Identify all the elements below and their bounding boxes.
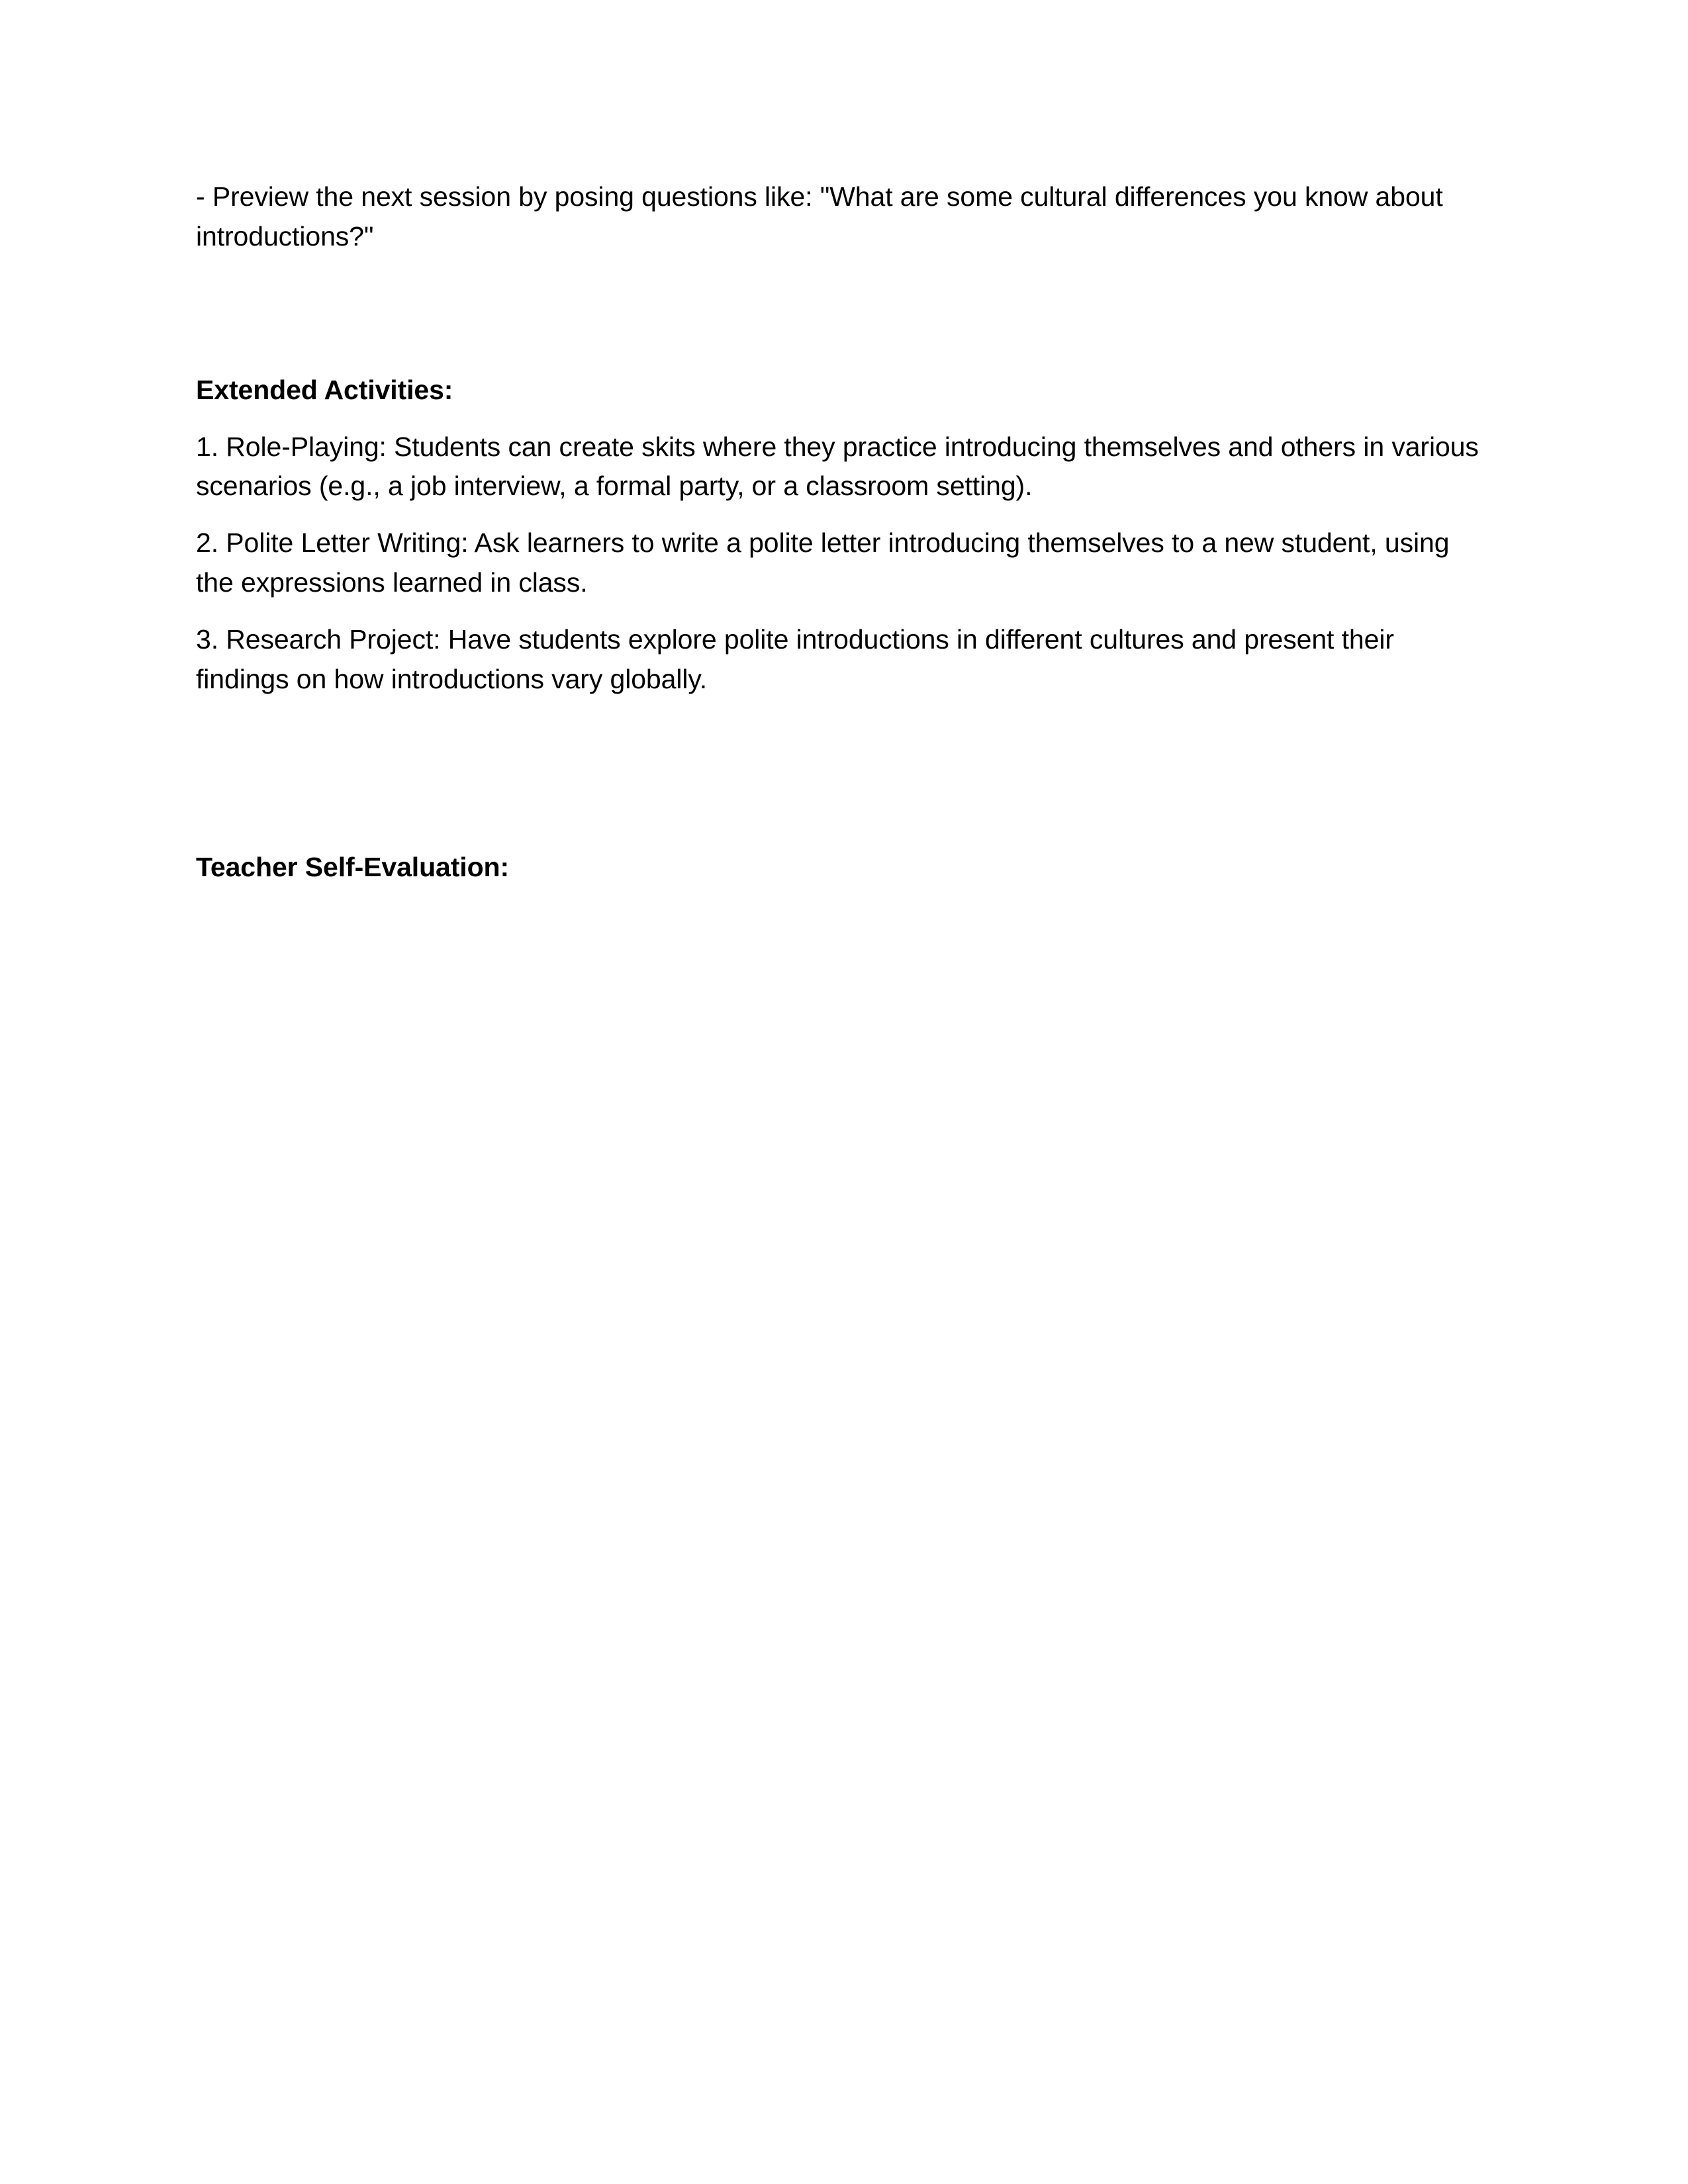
spacer-before-teacher-self-evaluation xyxy=(196,717,1493,848)
list-item: 1. Role-Playing: Students can create skits where they practice introducing themselves and others in various scenarios (e.g., a job interview, a formal party, or a classroom setting). xyxy=(196,431,1479,502)
spacer-after-extended-activities-heading xyxy=(196,410,1493,428)
heading-teacher-self-evaluation: Teacher Self-Evaluation: xyxy=(196,851,510,882)
list-item: 3. Research Project: Have students explore polite introductions in different cultures and present their findings on how introductions vary globally. xyxy=(196,624,1394,694)
spacer-before-extended-activities xyxy=(196,274,1493,371)
heading-extended-activities: Extended Activities: xyxy=(196,374,453,405)
intro-paragraph: - Preview the next session by posing questions like: "What are some cultural differences you know about introductions?" xyxy=(196,181,1443,251)
document-body xyxy=(196,177,1493,887)
list-item: 2. Polite Letter Writing: Ask learners to write a polite letter introducing themselves to a new student, using the expressions learned in class. xyxy=(196,527,1450,598)
